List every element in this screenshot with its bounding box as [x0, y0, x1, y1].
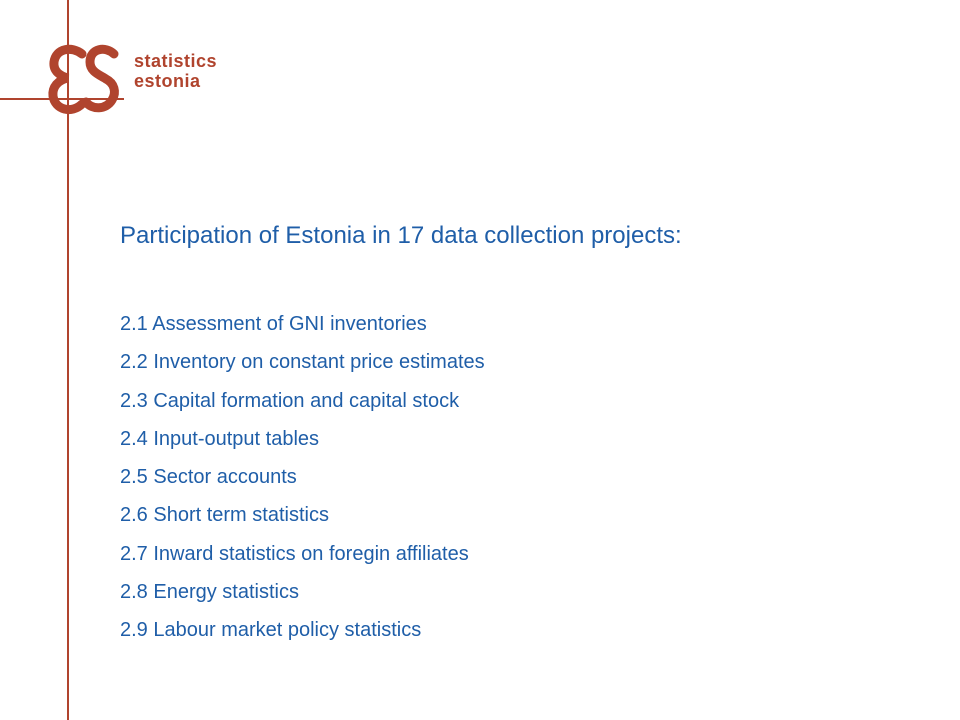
slide-title: Participation of Estonia in 17 data collection projects: [120, 222, 682, 249]
svg-text:statistics: statistics [134, 51, 218, 71]
list-item: 2.3 Capital formation and capital stock [120, 389, 460, 412]
list-item: 2.9 Labour market policy statistics [120, 619, 422, 642]
list-item: 2.2 Inventory on constant price estimates [120, 351, 485, 374]
statistics-estonia-wordmark [134, 48, 244, 96]
list-item: 2.8 Energy statistics [120, 581, 299, 604]
list-item: 2.4 Input-output tables [120, 427, 320, 450]
list-item: 2.1 Assessment of GNI inventories [120, 313, 427, 335]
svg-text:estonia: estonia [134, 71, 201, 91]
list-item: 2.7 Inward statistics on foregin affiliates [120, 542, 469, 565]
list-item: 2.6 Short term statistics [120, 504, 329, 527]
list-item: 2.5 Sector accounts [120, 466, 297, 489]
project-list [120, 305, 485, 650]
statistics-estonia-logo-mark [44, 40, 134, 120]
